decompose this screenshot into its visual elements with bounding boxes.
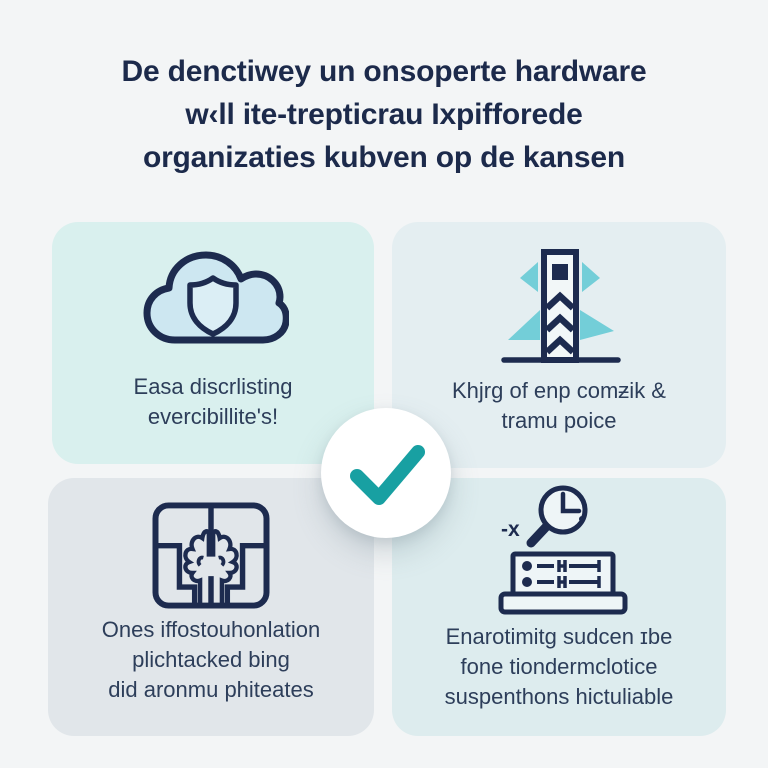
split-panel-hands-icon [150,500,272,611]
caption-line: suspenthons hictuliable [444,684,674,709]
minus-x-label: -x [501,518,520,541]
caption-line: plichtacked bing [132,647,290,672]
checkmark-icon [321,408,451,538]
teal-arrow-right-small [582,262,600,292]
title-line-2: w‹ll ite-trepticrau Ixpifforede [185,98,583,131]
title-block [0,50,768,179]
caption-line: evercibillite's! [147,404,279,429]
card-caption [102,615,321,705]
server-tower-sync-arrows-icon [474,236,644,368]
card-caption [134,372,293,432]
card-caption [445,622,674,712]
caption-line: Easa discrlisting [133,374,293,399]
caption-line: Enarotimitg sudcen ɪbe [445,624,673,649]
caption-line: did aronmu phiteates [108,677,314,702]
clock-magnifier-server-sliders-icon [479,480,639,622]
teal-arrow-left-small [520,262,538,292]
title-line-3: organizaties kubven op de kansen [142,141,626,174]
title-line-1: De denctiwey un onsoperte hardware [121,55,647,88]
server-base [501,594,625,612]
caption-line: Ones iffostouhonlation [101,617,321,642]
card-caption [452,376,666,436]
teal-arrow-left-large [508,310,540,340]
caption-line: tramu poice [501,408,617,433]
center-check-badge [321,408,451,538]
caption-line: fone tiondermclotice [460,654,658,679]
cloud-shield-icon [137,242,289,362]
teal-arrow-right-large [580,310,614,340]
caption-line: Khjrg of enp comƶik & [452,378,666,403]
